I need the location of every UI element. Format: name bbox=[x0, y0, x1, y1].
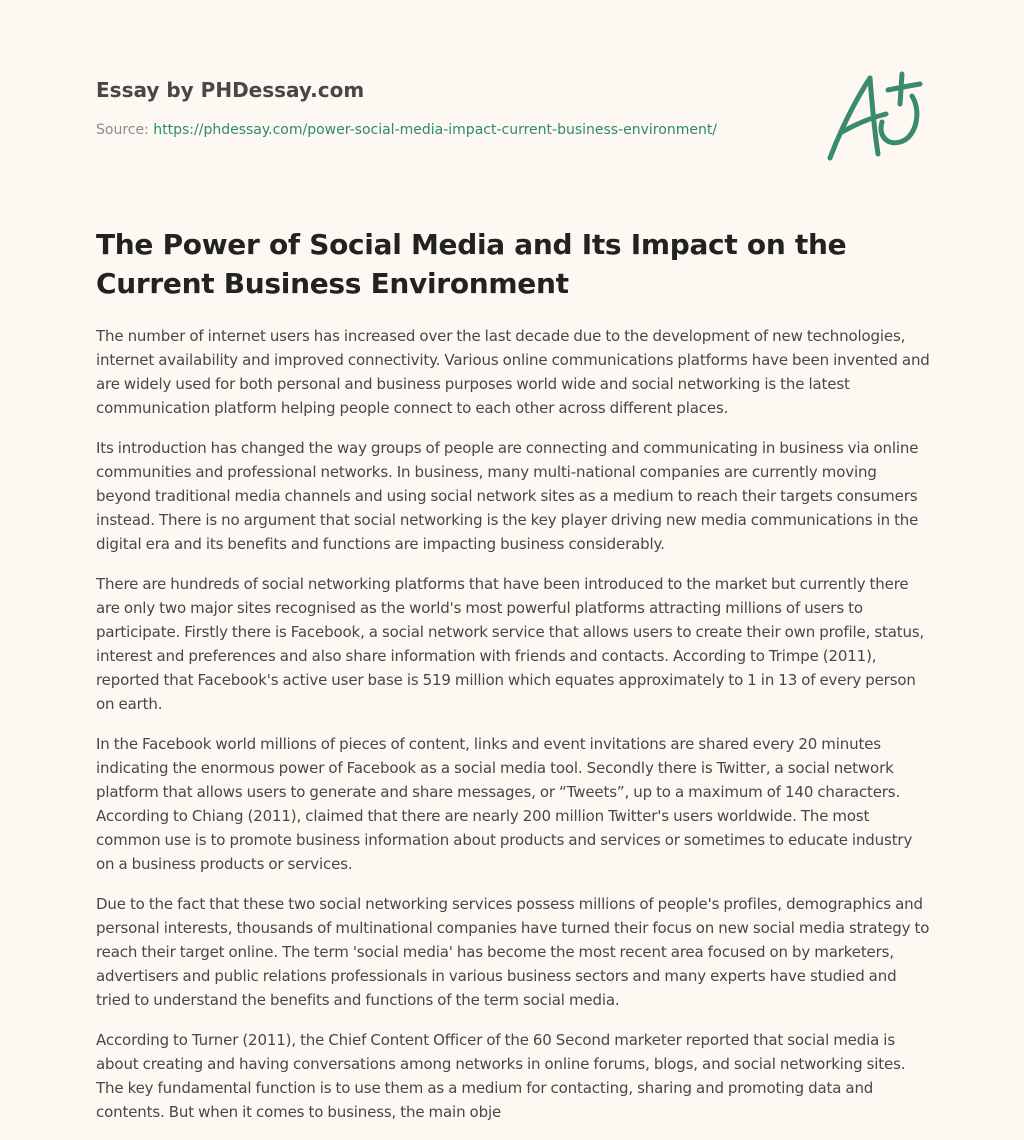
essay-paragraph: Due to the fact that these two social networking services possess millions of people's profiles, demographics and personal interests, thousands of multinational companies have turned their focus on new social media strategy to reach their target online. The term 'social media' has become the most recent area focused on by marketers, advertisers and public relations professionals in various business sectors and many experts have studied and tried to understand the benefits and functions of the term social media. bbox=[96, 895, 930, 1009]
essay-paragraph: There are hundreds of social networking platforms that have been introduced to the market but currently there are only two major sites recognised as the world's most powerful platforms attracting millions of users to participate. Firstly there is Facebook, a social network service that allows users to create their own profile, status, interest and preferences and also share information with friends and contacts. According to Trimpe (2011), reported that Facebook's active user base is 519 million which equates approximately to 1 in 13 of every person on earth. bbox=[96, 575, 925, 713]
site-brand: Essay by PHDessay.com bbox=[96, 78, 365, 102]
essay-header bbox=[96, 76, 796, 140]
essay-title: The Power of Social Media and Its Impact on the Current Business Environment bbox=[96, 228, 847, 300]
essay-body bbox=[96, 324, 934, 1140]
essay-paragraph: In the Facebook world millions of pieces of content, links and event invitations are shared every 20 minutes indicating the enormous power of Facebook as a social media tool. Secondly there is Twitter, a social network platform that allows users to generate and share messages, or “Tweets”, up to a maximum of 140 characters. According to Chiang (2011), claimed that there are nearly 200 million Twitter's users worldwide. The most common use is to promote business information about products and services or sometimes to educate industry on a business products or services. bbox=[96, 735, 913, 873]
source-link[interactable]: https://phdessay.com/power-social-media-impact-current-business-environment/ bbox=[153, 122, 718, 138]
essay-paragraph: According to Turner (2011), the Chief Content Officer of the 60 Second marketer reported that social media is about creating and having conversations among networks in online forums, blogs, and social networking sites. The key fundamental function is to use them as a medium for contacting, sharing and promoting data and contents. But when it comes to business, the main obje bbox=[96, 1031, 906, 1121]
source-line bbox=[96, 120, 796, 140]
source-label: Source: bbox=[96, 122, 154, 138]
essay-paragraph: The number of internet users has increased over the last decade due to the development of new technologies, internet availability and improved connectivity. Various online communications platforms have been invented and are widely used for both personal and business purposes world wide and social networking is the latest communication platform helping people connect to each other across different places. bbox=[96, 327, 930, 417]
essay-paragraph: Its introduction has changed the way groups of people are connecting and communicating in business via online communities and professional networks. In business, many multi-national companies are currently moving beyond traditional media channels and using social network sites as a medium to reach their targets consumers instead. There is no argument that social networking is the key player driving new media communications in the digital era and its benefits and functions are impacting business considerably. bbox=[96, 439, 919, 553]
a-plus-grade-icon bbox=[820, 66, 930, 166]
